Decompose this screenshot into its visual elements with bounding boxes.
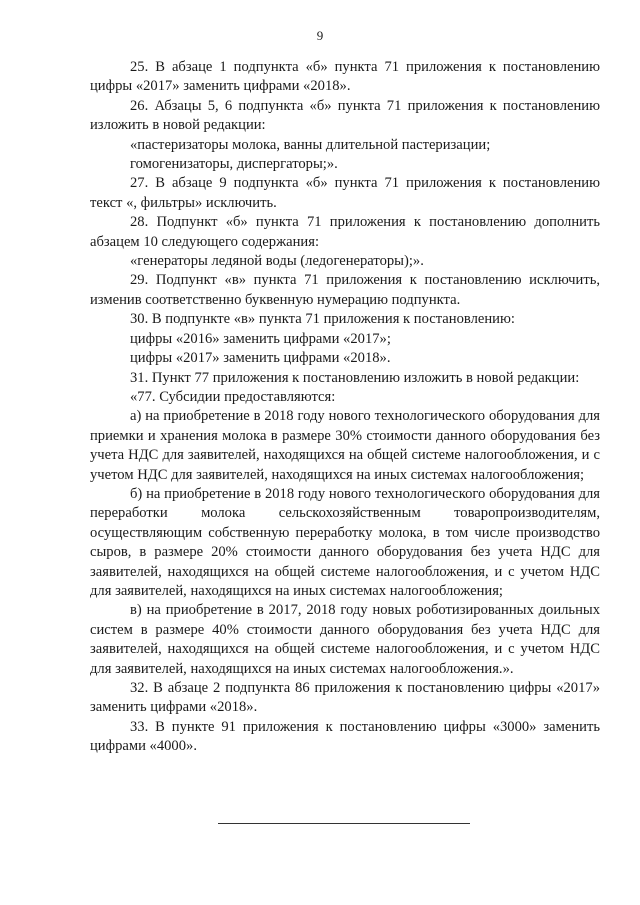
quoted-line: гомогенизаторы, диспергаторы;».	[130, 156, 338, 173]
paragraph-28: 28. Подпункт «б» пункта 71 приложения к постановлению дополнить абзацем 10 следующего содержания:	[90, 214, 600, 250]
quoted-line: «77. Субсидии предоставляются:	[130, 388, 336, 405]
quoted-line: цифры «2017» заменить цифрами «2018».	[130, 350, 391, 367]
quoted-line: цифры «2016» заменить цифрами «2017»;	[130, 330, 391, 347]
end-divider	[218, 823, 470, 824]
subparagraph-a: а) на приобретение в 2018 году нового технологического оборудования для приемки и хранения молока в размере 30% стоимости данного оборудования без учета НДС для заявителей, находящихся на общей системе налогообложения, и с учетом НДС для заявителей, находящихся на иных системах налогообложения;	[90, 408, 600, 483]
paragraph-32: 32. В абзаце 2 подпункта 86 приложения к постановлению цифры «2017» заменить цифрами «2018».	[90, 680, 600, 716]
quoted-line: «пастеризаторы молока, ванны длительной пастеризации;	[130, 136, 491, 153]
paragraph-30: 30. В подпункте «в» пункта 71 приложения к постановлению:	[130, 311, 515, 328]
paragraph-27: 27. В абзаце 9 подпункта «б» пункта 71 приложения к постановлению текст «, фильтры» исключить.	[90, 175, 600, 211]
paragraph-26: 26. Абзацы 5, 6 подпункта «б» пункта 71 приложения к постановлению изложить в новой редакции:	[90, 97, 600, 134]
subparagraph-b: б) на приобретение в 2018 году нового технологического оборудования для переработки молока сельскохозяйственным товаропроизводителям, осуществляющим собственную переработку молока, в том числе производство сыров, в размере 20% стоимости данного оборудования без учета НДС для заявителей, находящихся на общей системе налогообложения, и с учетом НДС для заявителей, находящихся на иных системах налогообложения;	[90, 485, 600, 599]
paragraph-29: 29. Подпункт «в» пункта 71 приложения к постановлению исключить, изменив соответственно буквенную нумерацию подпункта.	[90, 272, 600, 308]
paragraph-31: 31. Пункт 77 приложения к постановлению изложить в новой редакции:	[130, 369, 580, 386]
page-number: 9	[316, 28, 324, 43]
subparagraph-v: в) на приобретение в 2017, 2018 году новых роботизированных доильных систем в размере 40% стоимости данного оборудования без учета НДС для заявителей, находящихся на общей системе налогообложения, и с учетом НДС для заявителей, находящихся на иных системах налогообложения.».	[90, 602, 600, 677]
paragraph-33: 33. В пункте 91 приложения к постановлению цифры «3000» заменить цифрами «4000».	[90, 718, 600, 755]
paragraph-25: 25. В абзаце 1 подпункта «б» пункта 71 приложения к постановлению цифры «2017» заменить цифрами «2018».	[90, 59, 600, 95]
quoted-line: «генераторы ледяной воды (ледогенераторы);».	[130, 253, 424, 270]
document-body	[90, 58, 600, 757]
